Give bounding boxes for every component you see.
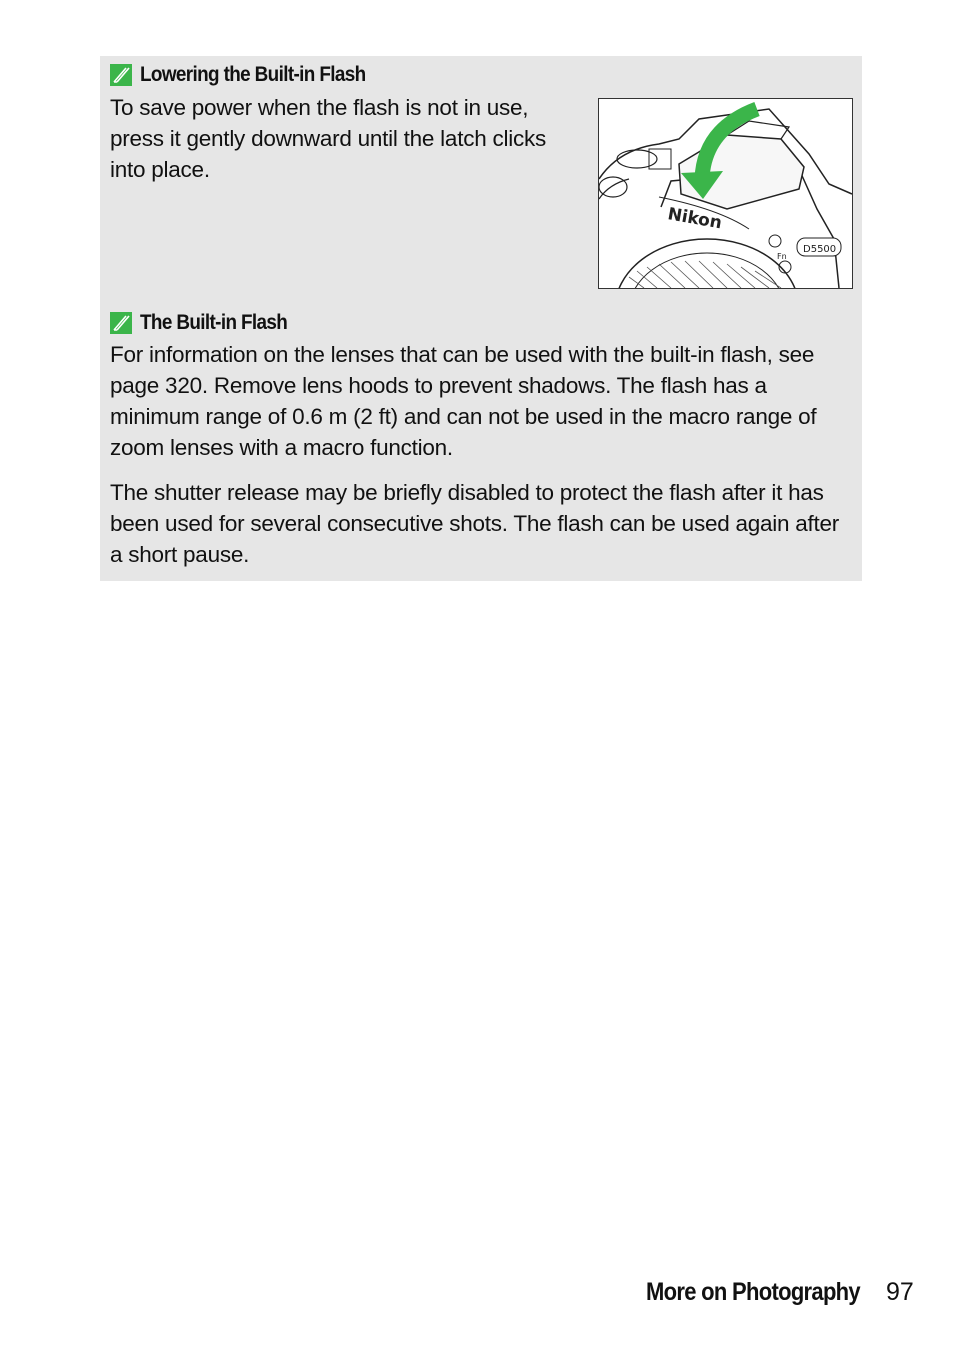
note-paragraph: The shutter release may be briefly disabled to protect the flash after it has been used for several consecutive shots. The flash can be used again after a short pause. [110,480,840,567]
pencil-note-icon [110,64,132,86]
camera-illustration [598,98,853,289]
note-paragraph: To save power when the flash is not in use, press it gently downward until the latch clicks into place. [110,95,546,182]
pencil-note-icon [110,312,132,334]
footer-section-title: More on Photography [646,1278,860,1306]
note-header-built-in-flash [110,310,304,336]
note-header-lowering-flash [110,62,391,88]
note-title: Lowering the Built-in Flash [140,63,366,86]
fn-button-label: Fn [777,252,787,261]
camera-model-label: D5500 [803,244,837,255]
page-number: 97 [886,1278,914,1306]
note-title: The Built-in Flash [140,311,288,334]
camera-flash-drawing [599,99,852,288]
note-paragraph: For information on the lenses that can be used with the built-in flash, see page 320. Remove lens hoods to prevent shadows. The flash has a minimum range of 0.6 m (2 ft) and can not be used in the macro range of zoom lenses with a macro function. [110,342,817,460]
camera-brand-label: Nikon [666,204,724,234]
note-box [100,56,862,581]
